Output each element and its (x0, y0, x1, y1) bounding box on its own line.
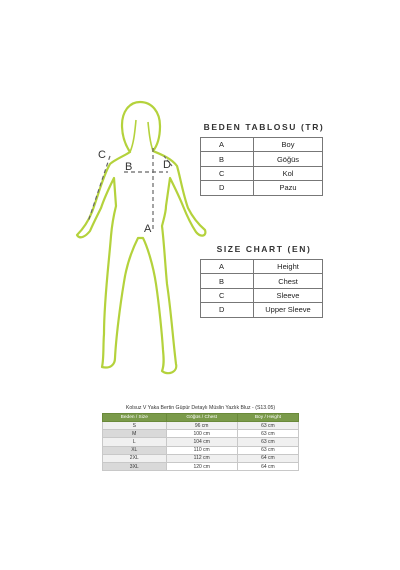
table-row (103, 438, 299, 446)
size-chart-header-row (103, 414, 299, 422)
legend-row (201, 152, 323, 166)
legend-en-title: SIZE CHART (EN) (216, 244, 312, 254)
size-chart-table (102, 413, 299, 471)
cell-size: 3XL (103, 462, 167, 470)
legend-key: A (201, 260, 254, 274)
cell-chest: 112 cm (166, 454, 237, 462)
table-row (103, 446, 299, 454)
legend-row (201, 288, 323, 302)
label-a: A (144, 223, 152, 235)
body-silhouette (77, 102, 205, 373)
cell-chest: 100 cm (166, 430, 237, 438)
cell-height: 64 cm (237, 454, 298, 462)
legend-tr-table (200, 137, 323, 196)
legend-value: Height (254, 260, 323, 274)
table-row (103, 462, 299, 470)
cell-size: L (103, 438, 167, 446)
table-row (103, 430, 299, 438)
legend-row (201, 274, 323, 288)
cell-height: 63 cm (237, 422, 298, 430)
legend-tr-title: BEDEN TABLOSU (TR) (203, 122, 325, 132)
legend-key: D (201, 303, 254, 317)
cell-height: 63 cm (237, 446, 298, 454)
cell-size: XL (103, 446, 167, 454)
legend-en-table (200, 259, 323, 318)
cell-height: 64 cm (237, 462, 298, 470)
legend-value: Upper Sleeve (254, 303, 323, 317)
legend-value: Kol (254, 166, 323, 180)
header-height: Boy / Height (237, 414, 298, 422)
size-chart-title: Kolsuz V Yaka Bertin Güpür Detaylı Müslin Yazlık Bluz - (S13.05) (125, 405, 276, 411)
legend-key: D (201, 181, 254, 195)
legend-value: Pazu (254, 181, 323, 195)
cell-size: M (103, 430, 167, 438)
label-b: B (125, 161, 133, 173)
header-chest: Göğüs / Chest (166, 414, 237, 422)
legend-value: Sleeve (254, 288, 323, 302)
legend-row (201, 260, 323, 274)
legend-key: C (201, 288, 254, 302)
table-row (103, 422, 299, 430)
legend-row (201, 138, 323, 152)
cell-chest: 120 cm (166, 462, 237, 470)
legend-key: C (201, 166, 254, 180)
label-c: C (98, 149, 106, 161)
label-d: D (163, 159, 171, 171)
legend-value: Chest (254, 274, 323, 288)
cell-size: S (103, 422, 167, 430)
legend-row (201, 166, 323, 180)
legend-key: B (201, 274, 254, 288)
legend-row (201, 181, 323, 195)
legend-key: A (201, 138, 254, 152)
size-chart (102, 404, 299, 471)
cell-chest: 110 cm (166, 446, 237, 454)
cell-chest: 104 cm (166, 438, 237, 446)
hair-line (130, 120, 153, 152)
cell-chest: 96 cm (166, 422, 237, 430)
cell-height: 63 cm (237, 438, 298, 446)
cell-height: 63 cm (237, 430, 298, 438)
table-row (103, 454, 299, 462)
legend-value: Boy (254, 138, 323, 152)
legend-row (201, 303, 323, 317)
cell-size: 2XL (103, 454, 167, 462)
header-size: Beden / Size (103, 414, 167, 422)
legend-key: B (201, 152, 254, 166)
legend-value: Göğüs (254, 152, 323, 166)
